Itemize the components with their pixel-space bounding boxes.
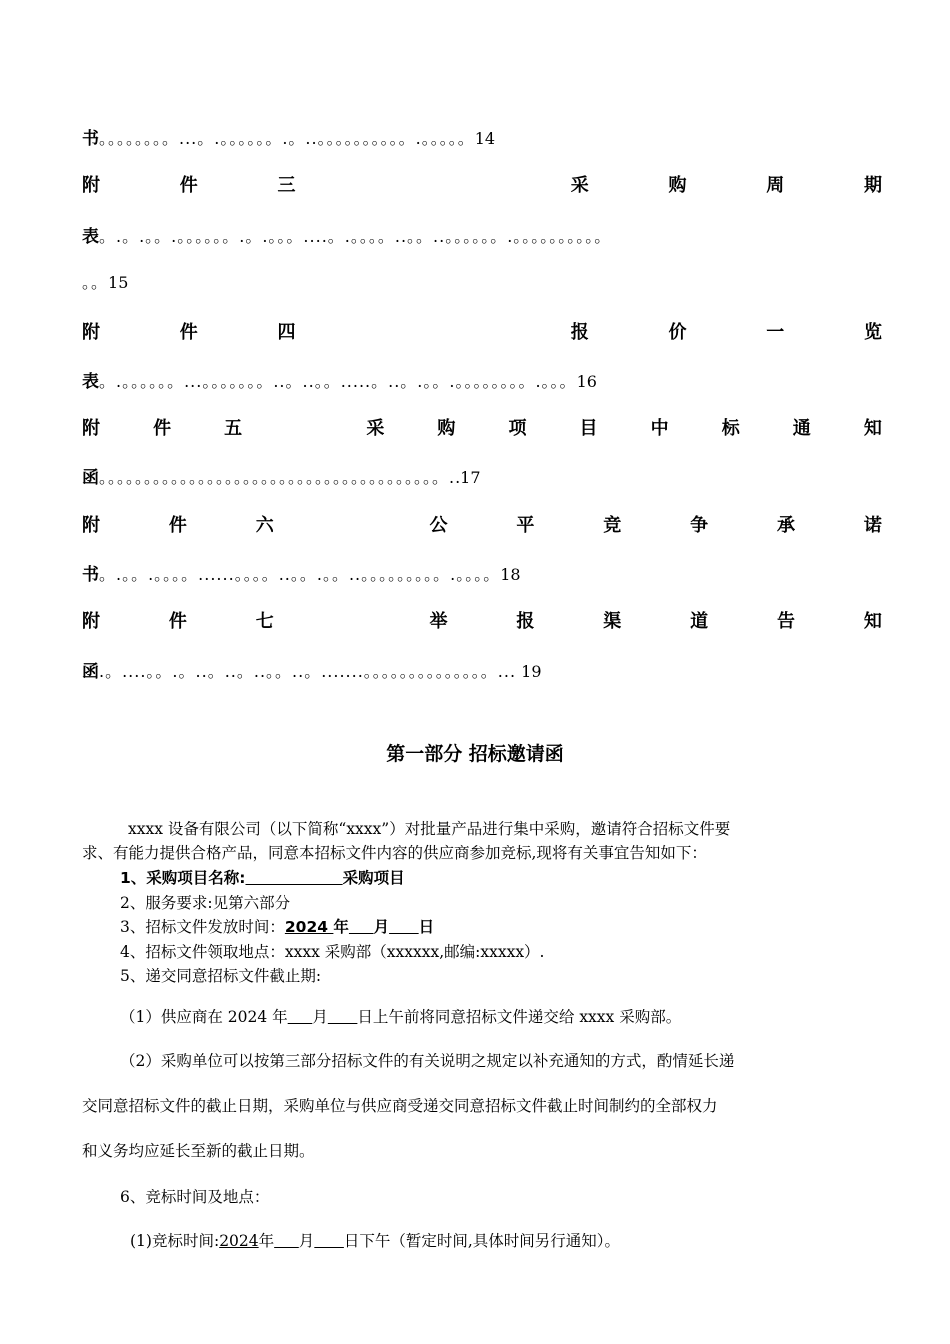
toc-entry5-title[interactable] <box>82 414 882 440</box>
toc-title-char: 诺 <box>863 515 882 536</box>
toc-entry5-tail <box>82 463 882 488</box>
item-5-1-month-char: 月 <box>312 1008 328 1026</box>
item-3-month-char: 月 <box>373 918 390 936</box>
toc-title-char: 竞 <box>603 515 622 536</box>
item-1-value: 采购项目 <box>342 869 405 887</box>
item-3 <box>120 915 434 937</box>
toc-title-char: 中 <box>650 418 669 439</box>
item-1-blank <box>245 869 342 887</box>
item-3-prefix: 3、招标文件发放时间： <box>120 918 285 936</box>
toc-title-char: 项 <box>508 418 527 439</box>
toc-title-char: 附 <box>82 322 100 343</box>
toc-title-char: 标 <box>721 418 740 439</box>
intro-line-1: xxxx 设备有限公司（以下简称“xxxx”）对批量产品进行集中采购，邀请符合招标文件要 <box>128 820 731 838</box>
item-6-1-end: 日下午（暂定时间,具体时间另行通知）。 <box>343 1232 621 1250</box>
toc-title-char: 举 <box>429 611 448 632</box>
toc-entry7-tail <box>82 657 882 682</box>
toc-page-number: 15 <box>108 273 129 292</box>
toc-title-char: 平 <box>516 515 535 536</box>
toc-title-char: 报 <box>516 611 535 632</box>
toc-title-char: 采 <box>570 175 589 196</box>
toc-leader-dots: 。.。。.。。。。......。。。。..。。.。。..。。。。。。。。。.。。。。 <box>99 565 501 584</box>
toc-title-char <box>343 607 361 633</box>
toc-title-char: 争 <box>690 515 709 536</box>
toc-title-char: 附 <box>82 418 100 439</box>
toc-title-char: 知 <box>863 418 882 439</box>
item-5-2-line-1: （2）采购单位可以按第三部分招标文件的有关说明之规定以补充通知的方式，酌情延长递 <box>120 1052 735 1070</box>
toc-title-char: 知 <box>863 611 882 632</box>
item-5-1-blank-day <box>328 1008 358 1026</box>
toc-title-char: 告 <box>777 611 795 632</box>
toc-page-number: .17 <box>455 468 481 487</box>
toc-title-char: 七 <box>255 611 274 632</box>
toc-lead-char: 表 <box>82 227 99 247</box>
toc-leader-dots: 。。。。。。。。...。.。。。。。。.。..。。。。。。。。。。.。。。。。 <box>99 129 475 148</box>
item-1-label: 1、采购项目名称: <box>120 869 246 887</box>
toc-leader-dots: 。.。。。。。。...。。。。。。。..。..。。.....。..。.。。.。。。。。。。。.。。。 <box>99 372 577 391</box>
toc-title-char: 件 <box>168 611 187 632</box>
toc-title-char: 件 <box>179 175 198 196</box>
toc-leader-dots: 。.。.。。.。。。。。。.。.。。。....。.。。。。..。。..。。。。。。.。。。。。。。。。。 <box>99 227 612 246</box>
item-5-2-line-2: 交同意招标文件的截止日期，采购单位与供应商受递交同意招标文件截止时间制约的全部权力 <box>82 1097 718 1115</box>
item-6-1-prefix: (1)竞标时间: <box>130 1232 220 1250</box>
toc-title-char: 件 <box>179 322 198 343</box>
item-6: 6、竞标时间及地点： <box>120 1188 270 1206</box>
section-title: 第一部分 招标邀请函 <box>386 743 564 765</box>
item-4: 4、招标文件领取地点：xxxx 采购部（xxxxxx,邮编:xxxxx）. <box>120 943 545 961</box>
toc-title-char: 期 <box>864 175 882 196</box>
item-3-year-char: 年 <box>333 918 349 936</box>
toc-title-char <box>473 318 491 344</box>
toc-title-char: 公 <box>429 515 448 536</box>
toc-page-number: 19 <box>516 662 542 681</box>
toc-title-char: 五 <box>224 418 243 439</box>
toc-page-number: 16 <box>576 372 597 391</box>
toc-lead-char: 函 <box>82 662 99 682</box>
item-5-1 <box>120 1005 681 1027</box>
toc-title-char: 目 <box>579 418 598 439</box>
toc-title-char: 周 <box>766 175 785 196</box>
toc-title-char <box>473 171 491 197</box>
toc-page-number: 18 <box>500 565 521 584</box>
toc-title-char: 购 <box>437 418 456 439</box>
toc-title-char: 道 <box>690 611 709 632</box>
toc-title-char: 一 <box>766 322 785 343</box>
toc-title-char: 四 <box>277 322 296 343</box>
toc-title-char <box>375 318 393 344</box>
toc-title-char: 件 <box>168 515 187 536</box>
item-3-blank-day <box>389 918 419 936</box>
toc-entry3-title[interactable] <box>82 171 882 197</box>
item-6-1-year: 2024 <box>219 1232 259 1250</box>
toc-title-char: 报 <box>570 322 589 343</box>
toc-lead-char: 书 <box>82 129 99 149</box>
toc-title-char: 通 <box>792 418 811 439</box>
toc-title-char: 六 <box>255 515 274 536</box>
toc-lead-char: 函 <box>82 468 99 488</box>
toc-title-char: 附 <box>82 611 100 632</box>
item-6-1-blank-day <box>314 1232 344 1250</box>
item-3-year: 2024 <box>284 918 334 936</box>
toc-title-char: 三 <box>277 175 296 196</box>
item-6-1-year-char: 年 <box>258 1232 275 1250</box>
toc-title-char: 承 <box>777 515 795 536</box>
toc-entry6-title[interactable] <box>82 511 882 537</box>
toc-title-char: 附 <box>82 515 100 536</box>
toc-lead-char: 书 <box>82 565 99 585</box>
toc-entry4-tail <box>82 367 882 392</box>
toc-title-char <box>375 171 393 197</box>
item-3-blank-month <box>349 918 374 936</box>
toc-title-char: 采 <box>366 418 385 439</box>
toc-leader-dots: 。。 <box>82 273 109 292</box>
toc-leader-dots: 。。。。。。。。。。。。。。。。。。。。。。。。。。。。。。。。。。。。。。. <box>99 468 456 487</box>
toc-entry2-tail[interactable] <box>82 124 882 149</box>
toc-title-char: 览 <box>864 322 882 343</box>
toc-title-char: 件 <box>153 418 172 439</box>
item-6-1-month-char: 月 <box>298 1232 315 1250</box>
toc-lead-char: 表 <box>82 372 99 392</box>
item-5-1-prefix: （1）供应商在 2024 年 <box>120 1008 288 1026</box>
toc-title-char: 渠 <box>603 611 622 632</box>
item-6-1 <box>130 1229 620 1251</box>
item-5-1-end: 日上午前将同意招标文件递交给 xxxx 采购部。 <box>357 1008 682 1026</box>
toc-title-char: 购 <box>668 175 687 196</box>
toc-title-char <box>295 414 313 440</box>
toc-entry7-title[interactable] <box>82 607 882 633</box>
toc-entry3-tail <box>82 222 882 247</box>
item-5-2-line-3: 和义务均应延长至新的截止日期。 <box>82 1142 315 1160</box>
toc-title-char <box>343 511 361 537</box>
intro-line-2: 求、有能力提供合格产品，同意本招标文件内容的供应商参加竞标,现将有关事宜告知如下： <box>82 844 707 862</box>
item-3-day-char: 日 <box>418 918 435 936</box>
item-6-1-blank-month <box>274 1232 299 1250</box>
toc-title-char: 附 <box>82 175 100 196</box>
item-5: 5、递交同意招标文件截止期: <box>120 967 322 985</box>
item-5-1-blank-month <box>288 1008 313 1026</box>
item-2: 2、服务要求:见第六部分 <box>120 894 291 912</box>
item-1 <box>120 866 405 888</box>
toc-entry4-title[interactable] <box>82 318 882 344</box>
toc-entry6-tail <box>82 560 882 585</box>
toc-title-char: 价 <box>668 322 687 343</box>
toc-entry3-tail-cont <box>82 270 882 293</box>
toc-leader-dots: .。....。。.。..。..。..。。..。.......。。。。。。。。。。。。。。... <box>99 662 517 681</box>
toc-page-number: 14 <box>474 129 496 148</box>
